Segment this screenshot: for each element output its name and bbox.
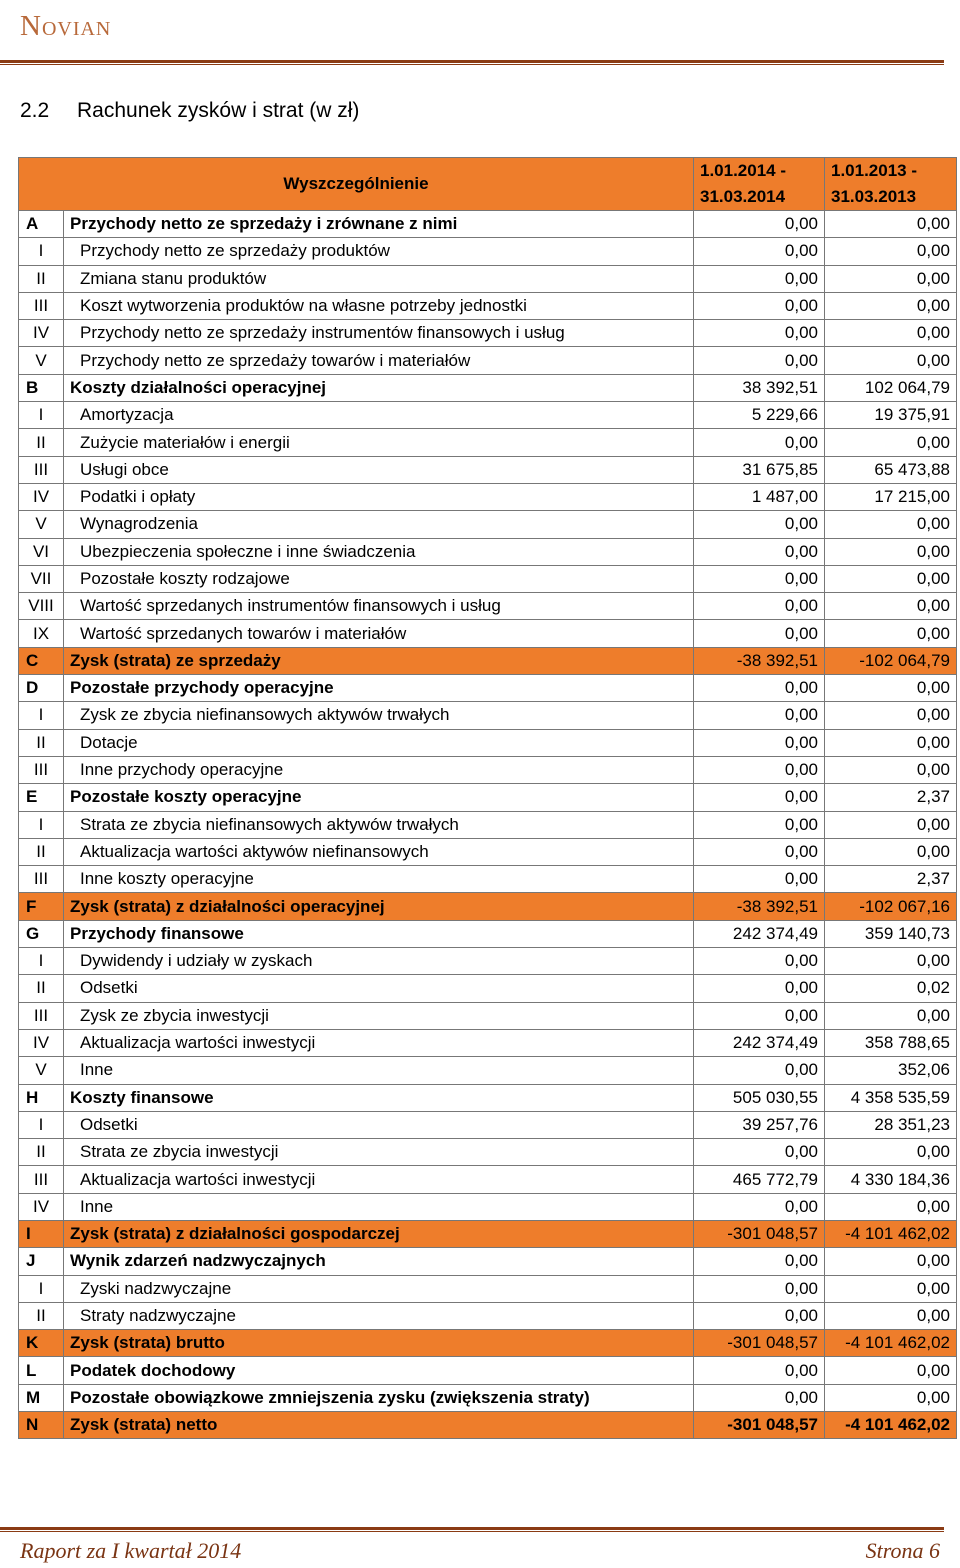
row-value-2013: -102 064,79 [825, 647, 957, 674]
table-row [19, 1193, 957, 1220]
column-header-description: Wyszczególnienie [19, 158, 694, 211]
row-label: Pozostałe koszty rodzajowe [64, 565, 694, 592]
row-label: Przychody finansowe [64, 920, 694, 947]
row-value-2013: 0,00 [825, 565, 957, 592]
row-code: I [19, 238, 64, 265]
row-value-2014: 0,00 [694, 1002, 825, 1029]
row-label: Aktualizacja wartości inwestycji [64, 1029, 694, 1056]
row-value-2013: -4 101 462,02 [825, 1220, 957, 1247]
footer-report-title: Raport za I kwartał 2014 [20, 1538, 242, 1563]
row-label: Dywidendy i udziały w zyskach [64, 948, 694, 975]
row-value-2014: 505 030,55 [694, 1084, 825, 1111]
table-row [19, 402, 957, 429]
row-label: Inne koszty operacyjne [64, 866, 694, 893]
row-value-2014: 0,00 [694, 975, 825, 1002]
row-label: Zysk ze zbycia inwestycji [64, 1002, 694, 1029]
row-value-2013: -102 067,16 [825, 893, 957, 920]
table-row [19, 238, 957, 265]
company-logo: Novian [20, 10, 112, 42]
row-value-2013: 0,00 [825, 593, 957, 620]
footer-rule [0, 1527, 944, 1530]
row-value-2013: 0,00 [825, 238, 957, 265]
row-value-2013: 17 215,00 [825, 483, 957, 510]
table-row [19, 456, 957, 483]
row-value-2013: 0,00 [825, 1139, 957, 1166]
row-code: K [19, 1330, 64, 1357]
row-code: II [19, 975, 64, 1002]
row-label: Pozostałe przychody operacyjne [64, 675, 694, 702]
table-row [19, 593, 957, 620]
row-value-2013: 0,00 [825, 320, 957, 347]
row-code: VII [19, 565, 64, 592]
table-row [19, 1220, 957, 1247]
row-code: III [19, 292, 64, 319]
table-row [19, 1384, 957, 1411]
row-value-2014: 39 257,76 [694, 1111, 825, 1138]
row-label: Koszt wytworzenia produktów na własne potrzeby jednostki [64, 292, 694, 319]
row-code: I [19, 1275, 64, 1302]
row-value-2014: 0,00 [694, 729, 825, 756]
row-label: Podatki i opłaty [64, 483, 694, 510]
table-row [19, 1084, 957, 1111]
row-code: III [19, 1166, 64, 1193]
row-label: Zyski nadzwyczajne [64, 1275, 694, 1302]
row-code: I [19, 702, 64, 729]
row-label: Wynagrodzenia [64, 511, 694, 538]
row-value-2013: 0,00 [825, 538, 957, 565]
table-row [19, 1166, 957, 1193]
row-label: Koszty działalności operacyjnej [64, 374, 694, 401]
row-label: Zysk ze zbycia niefinansowych aktywów trwałych [64, 702, 694, 729]
row-code: III [19, 1002, 64, 1029]
row-value-2014: -301 048,57 [694, 1330, 825, 1357]
row-code: I [19, 1220, 64, 1247]
table-row [19, 620, 957, 647]
table-row [19, 1275, 957, 1302]
row-code: III [19, 456, 64, 483]
row-label: Odsetki [64, 975, 694, 1002]
row-code: F [19, 893, 64, 920]
row-value-2014: 0,00 [694, 320, 825, 347]
row-label: Usługi obce [64, 456, 694, 483]
table-row [19, 1029, 957, 1056]
row-value-2013: 0,00 [825, 620, 957, 647]
table-row [19, 1330, 957, 1357]
row-label: Zysk (strata) z działalności gospodarczej [64, 1220, 694, 1247]
row-label: Wynik zdarzeń nadzwyczajnych [64, 1248, 694, 1275]
row-value-2014: 242 374,49 [694, 1029, 825, 1056]
row-value-2014: 0,00 [694, 784, 825, 811]
table-row [19, 811, 957, 838]
row-code: B [19, 374, 64, 401]
row-code: II [19, 1302, 64, 1329]
row-code: II [19, 1139, 64, 1166]
row-code: IV [19, 1029, 64, 1056]
row-value-2013: 28 351,23 [825, 1111, 957, 1138]
row-label: Aktualizacja wartości aktywów niefinansowych [64, 838, 694, 865]
table-row [19, 866, 957, 893]
row-label: Zmiana stanu produktów [64, 265, 694, 292]
row-label: Przychody netto ze sprzedaży produktów [64, 238, 694, 265]
row-value-2014: 0,00 [694, 292, 825, 319]
row-value-2014: 1 487,00 [694, 483, 825, 510]
table-row [19, 975, 957, 1002]
table-row [19, 784, 957, 811]
row-value-2013: 0,00 [825, 948, 957, 975]
table-row [19, 1002, 957, 1029]
row-value-2014: 0,00 [694, 538, 825, 565]
row-value-2014: 0,00 [694, 838, 825, 865]
table-row [19, 1302, 957, 1329]
row-label: Strata ze zbycia inwestycji [64, 1139, 694, 1166]
table-row [19, 347, 957, 374]
table-row [19, 1248, 957, 1275]
row-code: C [19, 647, 64, 674]
row-value-2014: 0,00 [694, 211, 825, 238]
table-row [19, 647, 957, 674]
row-value-2013: 0,00 [825, 756, 957, 783]
row-value-2013: 4 330 184,36 [825, 1166, 957, 1193]
row-value-2014: 0,00 [694, 1275, 825, 1302]
row-code: III [19, 756, 64, 783]
row-label: Przychody netto ze sprzedaży towarów i materiałów [64, 347, 694, 374]
table-header-row [19, 158, 957, 211]
row-value-2014: 242 374,49 [694, 920, 825, 947]
row-label: Wartość sprzedanych towarów i materiałów [64, 620, 694, 647]
row-value-2013: 2,37 [825, 784, 957, 811]
row-code: I [19, 1111, 64, 1138]
row-value-2013: -4 101 462,02 [825, 1330, 957, 1357]
row-value-2013: 0,00 [825, 811, 957, 838]
row-value-2014: 0,00 [694, 1193, 825, 1220]
row-value-2013: 2,37 [825, 866, 957, 893]
row-value-2014: 0,00 [694, 1139, 825, 1166]
table-row [19, 948, 957, 975]
table-row [19, 211, 957, 238]
table-row [19, 1412, 957, 1439]
row-value-2014: -301 048,57 [694, 1220, 825, 1247]
row-value-2014: -38 392,51 [694, 647, 825, 674]
row-code: V [19, 1057, 64, 1084]
table-row [19, 675, 957, 702]
row-value-2013: 0,00 [825, 1275, 957, 1302]
row-label: Pozostałe obowiązkowe zmniejszenia zysku (zwiększenia straty) [64, 1384, 694, 1411]
row-code: I [19, 811, 64, 838]
section-title-text: Rachunek zysków i strat (w zł) [77, 99, 360, 122]
row-code: M [19, 1384, 64, 1411]
row-code: L [19, 1357, 64, 1384]
table-row [19, 1057, 957, 1084]
row-value-2013: 352,06 [825, 1057, 957, 1084]
row-code: II [19, 265, 64, 292]
column-header-period-2014: 1.01.2014 - 31.03.2014 [694, 158, 825, 211]
row-code: II [19, 429, 64, 456]
section-title [20, 99, 359, 123]
table-row [19, 429, 957, 456]
row-value-2014: 0,00 [694, 1057, 825, 1084]
row-value-2014: 0,00 [694, 1357, 825, 1384]
row-value-2014: -301 048,57 [694, 1412, 825, 1439]
row-label: Wartość sprzedanych instrumentów finansowych i usług [64, 593, 694, 620]
row-value-2014: 0,00 [694, 565, 825, 592]
row-code: IV [19, 1193, 64, 1220]
row-value-2014: 0,00 [694, 265, 825, 292]
table-row [19, 756, 957, 783]
row-label: Zysk (strata) netto [64, 1412, 694, 1439]
row-label: Odsetki [64, 1111, 694, 1138]
row-code: IX [19, 620, 64, 647]
row-label: Inne [64, 1193, 694, 1220]
row-value-2014: 0,00 [694, 511, 825, 538]
row-label: Strata ze zbycia niefinansowych aktywów trwałych [64, 811, 694, 838]
footer-page-number: Strona 6 [865, 1538, 940, 1563]
row-value-2013: 358 788,65 [825, 1029, 957, 1056]
table-row [19, 565, 957, 592]
row-value-2014: 0,00 [694, 675, 825, 702]
table-row [19, 538, 957, 565]
row-value-2014: 0,00 [694, 866, 825, 893]
row-code: IV [19, 320, 64, 347]
row-value-2013: -4 101 462,02 [825, 1412, 957, 1439]
row-value-2014: 0,00 [694, 347, 825, 374]
row-value-2013: 0,00 [825, 265, 957, 292]
row-value-2013: 0,00 [825, 1193, 957, 1220]
row-value-2013: 0,00 [825, 675, 957, 702]
row-label: Dotacje [64, 729, 694, 756]
row-value-2013: 0,00 [825, 211, 957, 238]
row-code: J [19, 1248, 64, 1275]
row-value-2014: 0,00 [694, 238, 825, 265]
row-value-2013: 4 358 535,59 [825, 1084, 957, 1111]
row-code: I [19, 402, 64, 429]
row-label: Przychody netto ze sprzedaży i zrównane z nimi [64, 211, 694, 238]
row-label: Koszty finansowe [64, 1084, 694, 1111]
table-row [19, 1111, 957, 1138]
row-code: E [19, 784, 64, 811]
row-code: I [19, 948, 64, 975]
row-value-2013: 0,00 [825, 292, 957, 319]
row-code: V [19, 347, 64, 374]
row-code: VI [19, 538, 64, 565]
table-row [19, 320, 957, 347]
row-value-2013: 65 473,88 [825, 456, 957, 483]
row-label: Zysk (strata) brutto [64, 1330, 694, 1357]
row-value-2013: 0,00 [825, 511, 957, 538]
row-value-2013: 359 140,73 [825, 920, 957, 947]
row-label: Inne [64, 1057, 694, 1084]
row-label: Przychody netto ze sprzedaży instrumentów finansowych i usług [64, 320, 694, 347]
table-row [19, 1139, 957, 1166]
section-number: 2.2 [20, 99, 50, 122]
row-value-2013: 0,00 [825, 1302, 957, 1329]
row-code: III [19, 866, 64, 893]
row-value-2014: 0,00 [694, 948, 825, 975]
row-value-2013: 0,00 [825, 1357, 957, 1384]
row-value-2014: 0,00 [694, 1302, 825, 1329]
row-label: Ubezpieczenia społeczne i inne świadczenia [64, 538, 694, 565]
row-code: N [19, 1412, 64, 1439]
row-label: Aktualizacja wartości inwestycji [64, 1166, 694, 1193]
row-value-2013: 0,02 [825, 975, 957, 1002]
row-value-2013: 0,00 [825, 838, 957, 865]
row-value-2013: 0,00 [825, 1248, 957, 1275]
row-value-2014: 0,00 [694, 1384, 825, 1411]
row-value-2014: 0,00 [694, 1248, 825, 1275]
table-body [19, 211, 957, 1439]
row-code: II [19, 838, 64, 865]
row-code: G [19, 920, 64, 947]
row-value-2014: 0,00 [694, 702, 825, 729]
row-value-2014: 465 772,79 [694, 1166, 825, 1193]
row-value-2013: 102 064,79 [825, 374, 957, 401]
row-value-2014: 5 229,66 [694, 402, 825, 429]
row-code: V [19, 511, 64, 538]
row-code: H [19, 1084, 64, 1111]
row-label: Podatek dochodowy [64, 1357, 694, 1384]
row-value-2014: 0,00 [694, 620, 825, 647]
row-code: A [19, 211, 64, 238]
table-row [19, 729, 957, 756]
income-statement-table [18, 157, 957, 1439]
row-label: Pozostałe koszty operacyjne [64, 784, 694, 811]
table-row [19, 838, 957, 865]
row-value-2013: 0,00 [825, 347, 957, 374]
row-label: Inne przychody operacyjne [64, 756, 694, 783]
row-value-2013: 0,00 [825, 1384, 957, 1411]
row-value-2013: 0,00 [825, 729, 957, 756]
row-label: Straty nadzwyczajne [64, 1302, 694, 1329]
row-value-2014: 38 392,51 [694, 374, 825, 401]
table-row [19, 920, 957, 947]
table-row [19, 511, 957, 538]
row-value-2013: 19 375,91 [825, 402, 957, 429]
table-row [19, 265, 957, 292]
table-row [19, 374, 957, 401]
row-value-2014: -38 392,51 [694, 893, 825, 920]
row-label: Zużycie materiałów i energii [64, 429, 694, 456]
row-value-2013: 0,00 [825, 702, 957, 729]
row-label: Amortyzacja [64, 402, 694, 429]
row-code: D [19, 675, 64, 702]
row-code: IV [19, 483, 64, 510]
header-rule-thin [0, 64, 944, 65]
header-rule [0, 60, 944, 63]
row-code: VIII [19, 593, 64, 620]
row-value-2014: 0,00 [694, 593, 825, 620]
footer-rule-thin [0, 1531, 944, 1532]
table-row [19, 292, 957, 319]
row-code: II [19, 729, 64, 756]
column-header-period-2013: 1.01.2013 - 31.03.2013 [825, 158, 957, 211]
row-value-2014: 0,00 [694, 756, 825, 783]
table-row [19, 483, 957, 510]
table-row [19, 1357, 957, 1384]
row-value-2014: 0,00 [694, 429, 825, 456]
table-row [19, 702, 957, 729]
row-label: Zysk (strata) z działalności operacyjnej [64, 893, 694, 920]
table-row [19, 893, 957, 920]
row-label: Zysk (strata) ze sprzedaży [64, 647, 694, 674]
row-value-2013: 0,00 [825, 429, 957, 456]
row-value-2014: 31 675,85 [694, 456, 825, 483]
row-value-2014: 0,00 [694, 811, 825, 838]
row-value-2013: 0,00 [825, 1002, 957, 1029]
